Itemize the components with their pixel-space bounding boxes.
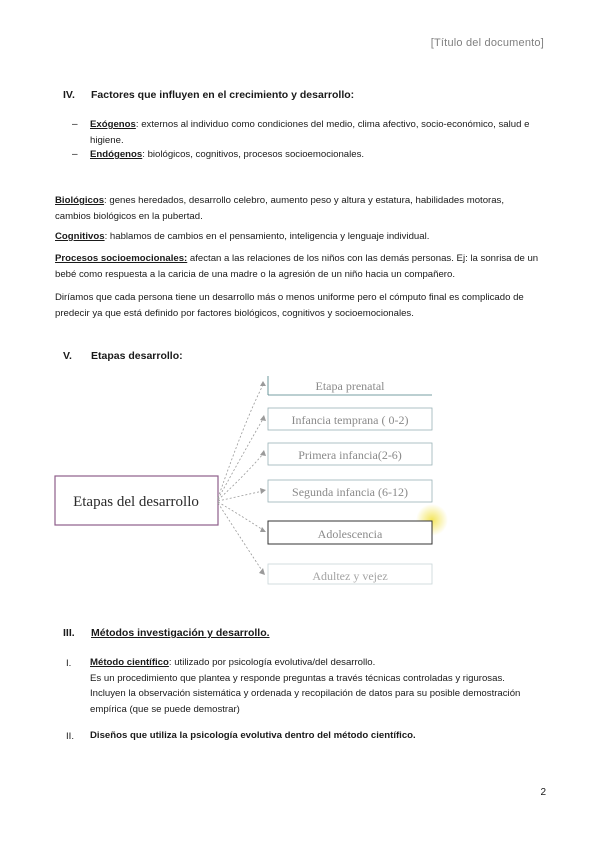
stage-adolescencia	[268, 504, 448, 544]
arrowhead-icon	[260, 415, 266, 421]
item-metodo-cientifico	[90, 655, 560, 717]
exogenos-text: : externos al individuo como condiciones del medio, clima afectivo, socio-económico, salud e	[135, 119, 530, 130]
connector-line	[218, 419, 263, 499]
connector-line	[218, 385, 263, 498]
stage-label: Adolescencia	[317, 527, 383, 541]
metodo-line-3: Incluyen la observación sistemática y ordenada y recopilación de datos para su posible demostración	[90, 688, 521, 699]
diagram-arrowheads	[259, 381, 266, 575]
term-procesos: Procesos socioemocionales:	[55, 253, 188, 264]
metodo-line-2: Es un procedimiento que plantea y responde preguntas a través técnicas controladas y rigurosas.	[90, 672, 505, 684]
arrowhead-icon	[260, 488, 266, 494]
connector-line	[218, 503, 263, 572]
section-iv-number: IV.	[63, 89, 75, 101]
connector-line	[218, 454, 263, 500]
item-number-i: I.	[66, 658, 72, 669]
section-iv-title: Factores que influyen en el crecimiento y desarrollo:	[91, 89, 355, 101]
connector-line	[218, 491, 263, 501]
term-cognitivos: Cognitivos	[55, 231, 105, 242]
biologicos-line-1: : genes heredados, desarrollo celebro, aumento peso y altura y estatura, habilidades motoras,	[104, 195, 505, 206]
stage-prenatal	[268, 376, 432, 395]
arrowhead-icon	[260, 381, 266, 386]
exogenos-text-2: higiene.	[90, 134, 124, 146]
diagram-connectors	[218, 385, 263, 572]
cognitivos-line-1: : hablamos de cambios en el pensamiento, inteligencia y lenguaje individual.	[104, 231, 430, 242]
stage-label: Segunda infancia (6-12)	[292, 485, 408, 499]
metodo-line-4: empírica (que se puede demostrar)	[90, 703, 240, 715]
bullet-dash-icon: –	[72, 119, 78, 130]
section-v-number: V.	[63, 350, 72, 362]
stage-segunda-infancia	[268, 480, 432, 502]
stage-label: Primera infancia(2-6)	[298, 448, 402, 462]
endogenos-text: : biológicos, cognitivos, procesos socioemocionales.	[142, 149, 365, 160]
item-number-ii: II.	[66, 731, 74, 742]
diriamos-line-2: predecir ya que está definido por factores biológicos, cognitivos y socioemocionales.	[55, 307, 414, 319]
section-iii-title: Métodos investigación y desarrollo.	[91, 627, 270, 639]
section-v-title: Etapas desarrollo:	[91, 350, 183, 362]
stage-label: Infancia temprana ( 0-2)	[291, 413, 409, 427]
biologicos-line-2: cambios biológicos en la pubertad.	[55, 210, 203, 222]
bullet-dash-icon: –	[72, 149, 78, 160]
stage-infancia-temprana	[268, 408, 432, 430]
stage-label: Adultez y vejez	[312, 569, 388, 583]
term-biologicos: Biológicos	[55, 195, 105, 206]
stage-primera-infancia	[268, 443, 432, 465]
page-number: 2	[540, 787, 546, 798]
metodo-line-1: : utilizado por psicología evolutiva/del desarrollo.	[168, 657, 376, 668]
item-disenos-title: Diseños que utiliza la psicología evolutiva dentro del método científico.	[90, 730, 416, 741]
connector-line	[218, 502, 263, 530]
diriamos-line-1: Diríamos que cada persona tiene un desarrollo más o menos uniforme pero el cómputo final es complicado de	[55, 292, 524, 303]
procesos-line-2: bebé como respuesta a la caricia de una madre o la agresión de un niño hacia un compañero.	[55, 268, 455, 280]
section-iii-number: III.	[63, 627, 75, 639]
arrowhead-icon	[260, 450, 266, 456]
term-exogenos: Exógenos	[90, 119, 136, 130]
arrowhead-icon	[260, 527, 266, 532]
procesos-line-1: afectan a las relaciones de los niños con las demás personas. Ej: la sonrisa de un	[187, 253, 539, 264]
stage-adultez	[268, 564, 432, 584]
arrowhead-icon	[259, 568, 265, 575]
diagram-root-label: Etapas del desarrollo	[73, 494, 199, 510]
document-title-header: [Título del documento]	[430, 37, 544, 49]
stage-label: Etapa prenatal	[315, 379, 385, 393]
term-metodo-cientifico: Método científico	[90, 657, 169, 668]
term-endogenos: Endógenos	[90, 149, 143, 160]
